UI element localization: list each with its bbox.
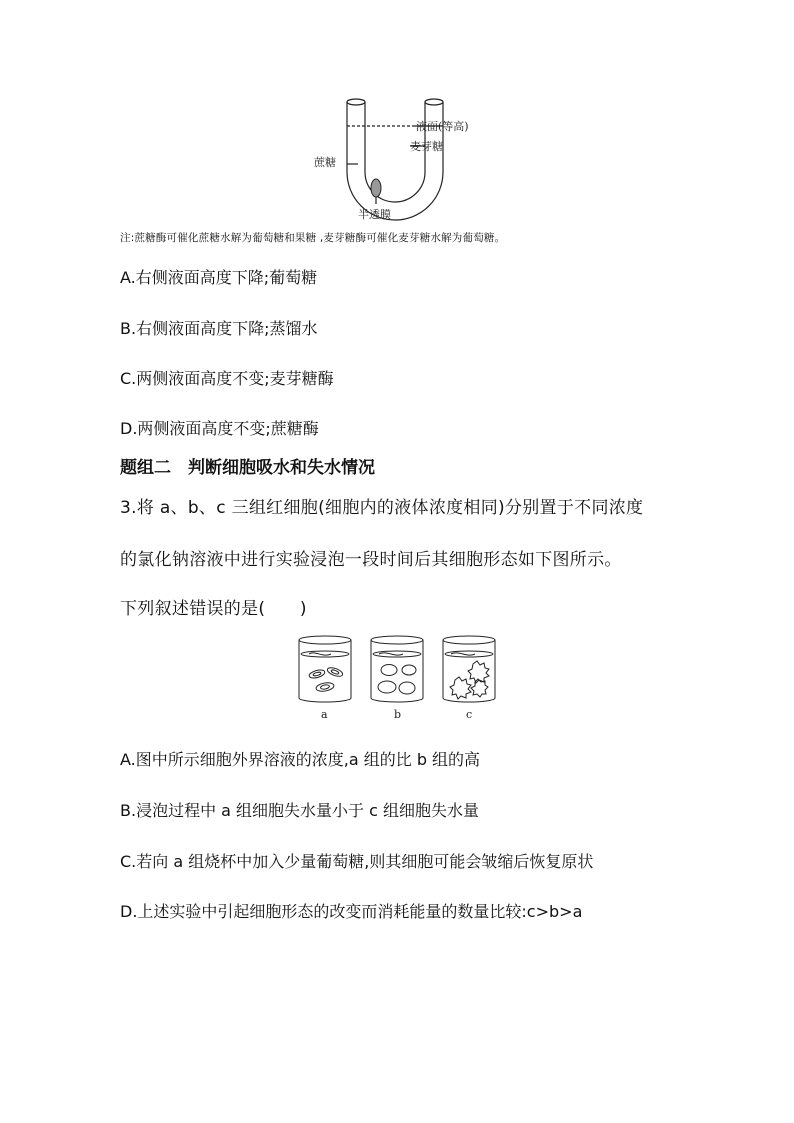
q3-option-d: D.上述实验中引起细胞形态的改变而消耗能量的数量比较:c>b>a <box>120 902 583 921</box>
label-maltose: 麦芽糖 <box>410 140 443 153</box>
beaker-label-b: b <box>394 708 402 721</box>
beakers-diagram <box>295 632 505 724</box>
beaker-label-a: a <box>321 708 328 721</box>
q2-option-d: D.两侧液面高度不变;蔗糖酶 <box>120 419 319 438</box>
beaker-c <box>443 636 495 702</box>
section-heading: 题组二 判断细胞吸水和失水情况 <box>120 458 375 478</box>
q3-stem-line-2: 的氯化钠溶液中进行实验浸泡一段时间后其细胞形态如下图所示。 <box>120 550 622 570</box>
beaker-a <box>299 636 351 702</box>
label-membrane: 半透膜 <box>358 208 391 221</box>
beaker-label-c: c <box>466 708 473 721</box>
q3-option-b: B.浸泡过程中 a 组细胞失水量小于 c 组细胞失水量 <box>120 801 480 820</box>
q2-option-b: B.右侧液面高度下降;蒸馏水 <box>120 319 318 338</box>
q3-stem-line-3: 下列叙述错误的是( ) <box>120 599 307 619</box>
q2-option-c: C.两侧液面高度不变;麦芽糖酶 <box>120 369 334 388</box>
q3-stem-line-1: 3.将 a、b、c 三组红细胞(细胞内的液体浓度相同)分别置于不同浓度 <box>120 498 644 518</box>
q3-option-c: C.若向 a 组烧杯中加入少量葡萄糖,则其细胞可能会皱缩后恢复原状 <box>120 852 594 871</box>
membrane-icon <box>371 179 381 197</box>
q3-option-a: A.图中所示细胞外界溶液的浓度,a 组的比 b 组的高 <box>120 750 481 769</box>
figure-note: 注:蔗糖酶可催化蔗糖水解为葡萄糖和果糖 ,麦芽糖酶可催化麦芽糖水解为葡萄糖。 <box>120 232 506 244</box>
label-sucrose: 蔗糖 <box>314 156 336 169</box>
u-tube-diagram <box>300 92 520 227</box>
beaker-b <box>371 636 423 702</box>
label-liquid: 液面(等高) <box>416 120 469 133</box>
q2-option-a: A.右侧液面高度下降;葡萄糖 <box>120 268 318 287</box>
